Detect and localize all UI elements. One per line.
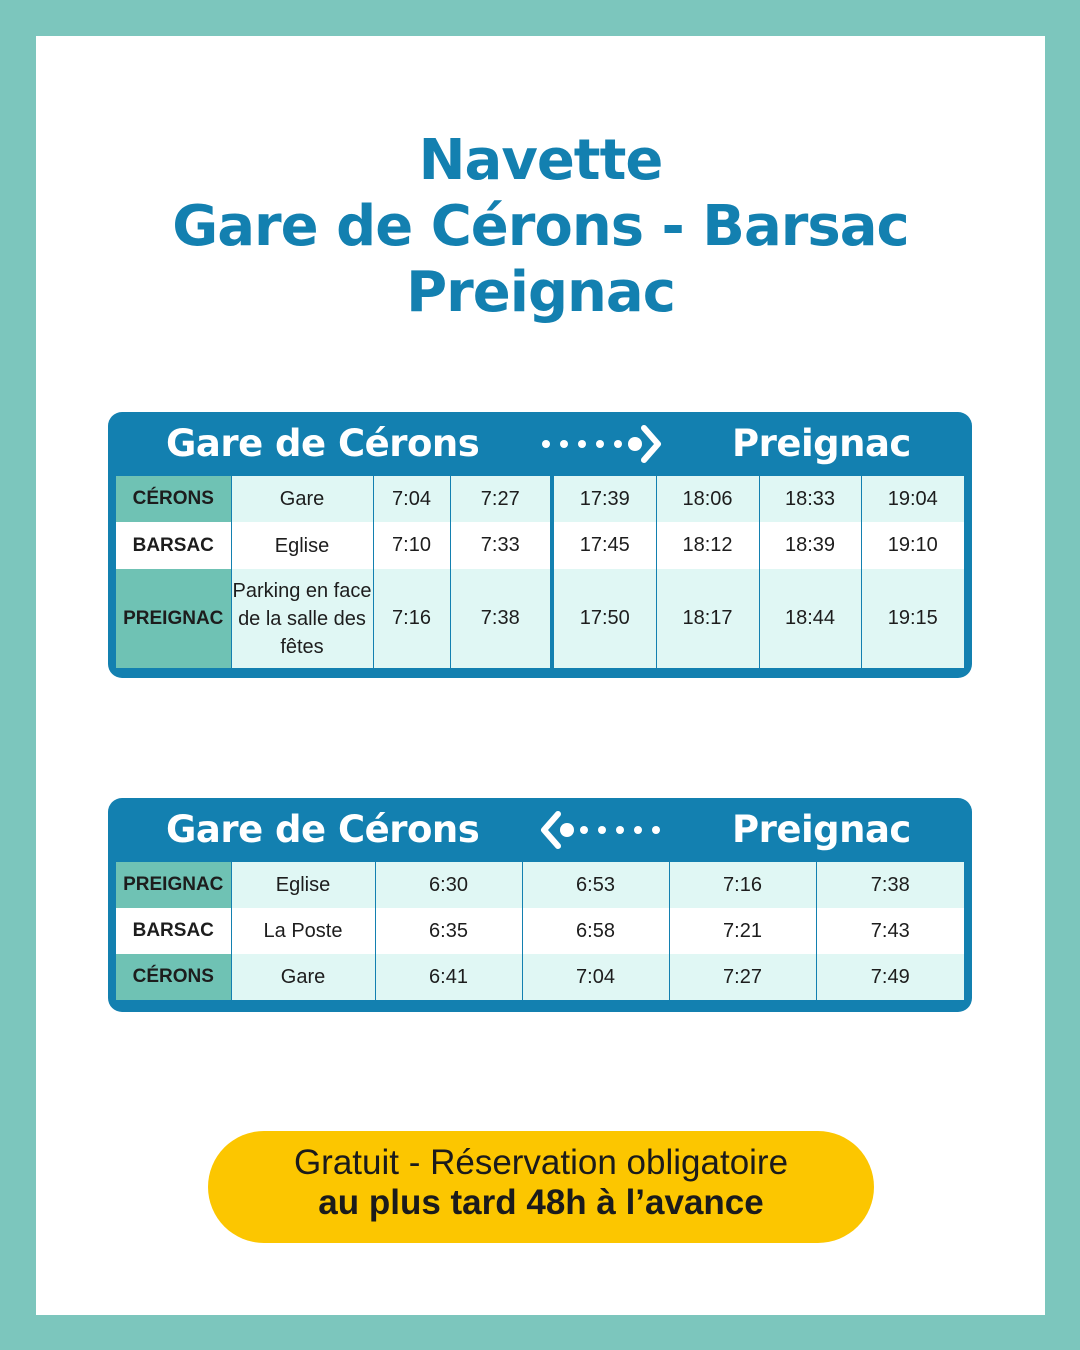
time-cell: 7:16 — [669, 862, 816, 908]
dotted-arrow-right-icon — [536, 424, 666, 473]
table-row — [116, 569, 964, 668]
stop-cell: La Poste — [231, 908, 375, 954]
time-cell: 6:53 — [522, 862, 669, 908]
return-schedule — [108, 798, 972, 1012]
time-cell: 6:35 — [375, 908, 522, 954]
town-cell: CÉRONS — [116, 476, 231, 522]
time-cell: 7:33 — [450, 522, 552, 569]
time-cell: 7:38 — [816, 862, 964, 908]
notice-line-2: au plus tard 48h à l’avance — [318, 1183, 764, 1222]
time-cell: 7:27 — [669, 954, 816, 1000]
return-from-label: Gare de Cérons — [166, 808, 480, 851]
table-row — [116, 476, 964, 522]
table-row — [116, 954, 964, 1000]
town-cell: PREIGNAC — [116, 569, 231, 668]
time-cell: 18:44 — [759, 569, 861, 668]
town-cell: PREIGNAC — [116, 862, 231, 908]
town-cell: BARSAC — [116, 522, 231, 569]
town-cell: CÉRONS — [116, 954, 231, 1000]
time-cell: 6:41 — [375, 954, 522, 1000]
table-row — [116, 862, 964, 908]
time-cell: 18:39 — [759, 522, 861, 569]
page-title — [36, 128, 1045, 326]
title-line-1: Navette — [418, 128, 663, 193]
town-cell: BARSAC — [116, 908, 231, 954]
time-cell: 17:39 — [552, 476, 656, 522]
stop-cell: Eglise — [231, 522, 373, 569]
outbound-table — [116, 476, 964, 668]
return-table — [116, 862, 964, 1000]
stop-cell: Eglise — [231, 862, 375, 908]
time-cell: 7:49 — [816, 954, 964, 1000]
time-cell: 7:04 — [522, 954, 669, 1000]
return-to-label: Preignac — [732, 808, 911, 851]
time-cell: 6:58 — [522, 908, 669, 954]
time-cell: 18:33 — [759, 476, 861, 522]
notice-line-1: Gratuit - Réservation obligatoire — [293, 1143, 789, 1182]
poster-card — [36, 36, 1045, 1315]
stop-cell: Parking en face de la salle des fêtes — [231, 569, 373, 668]
time-cell: 17:45 — [552, 522, 656, 569]
time-cell: 18:17 — [656, 569, 759, 668]
outbound-from-label: Gare de Cérons — [166, 422, 480, 465]
time-cell: 19:15 — [861, 569, 964, 668]
time-cell: 7:21 — [669, 908, 816, 954]
time-cell: 7:43 — [816, 908, 964, 954]
table-row — [116, 522, 964, 569]
time-cell: 17:50 — [552, 569, 656, 668]
outbound-to-label: Preignac — [732, 422, 911, 465]
stop-cell: Gare — [231, 476, 373, 522]
time-cell: 7:16 — [373, 569, 450, 668]
time-cell: 7:10 — [373, 522, 450, 569]
time-cell: 18:12 — [656, 522, 759, 569]
time-cell: 19:10 — [861, 522, 964, 569]
table-row — [116, 908, 964, 954]
title-line-2: Gare de Cérons - Barsac — [172, 194, 909, 259]
dotted-arrow-left-icon — [536, 810, 666, 859]
time-cell: 7:38 — [450, 569, 552, 668]
time-cell: 7:27 — [450, 476, 552, 522]
time-cell: 19:04 — [861, 476, 964, 522]
time-cell: 7:04 — [373, 476, 450, 522]
outbound-header — [116, 412, 964, 476]
outbound-schedule — [108, 412, 972, 678]
reservation-notice — [208, 1131, 874, 1243]
time-cell: 18:06 — [656, 476, 759, 522]
stop-cell: Gare — [231, 954, 375, 1000]
time-cell: 6:30 — [375, 862, 522, 908]
return-header — [116, 798, 964, 862]
title-line-3: Preignac — [406, 260, 675, 325]
